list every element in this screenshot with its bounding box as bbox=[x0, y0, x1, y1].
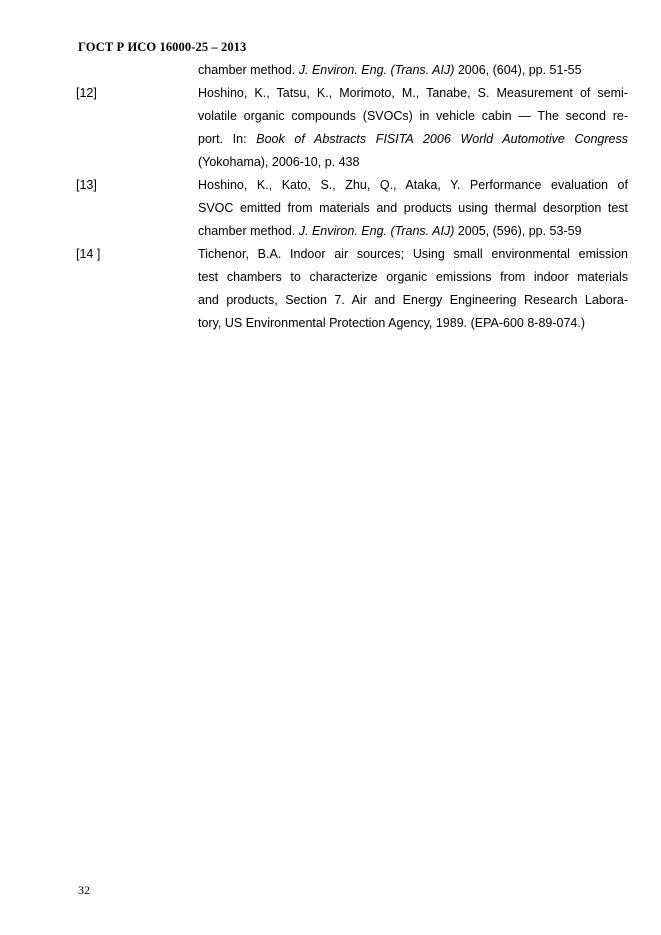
reference-number-14: [14 ] bbox=[76, 247, 101, 261]
reference-13-line bbox=[198, 224, 628, 239]
text-span: 2005, (596), pp. 53-59 bbox=[454, 224, 582, 238]
text-span: port. In: bbox=[198, 132, 257, 146]
text-span: chamber method. bbox=[198, 224, 299, 238]
reference-14-line: Tichenor, B.A. Indoor air sources; Using small environmental emission bbox=[198, 247, 628, 261]
reference-number-13: [13] bbox=[76, 178, 97, 192]
page-number: 32 bbox=[78, 883, 90, 897]
reference-14-line: tory, US Environmental Protection Agency, 1989. (EPA-600 8-89-074.) bbox=[198, 316, 586, 330]
reference-12-line: Hoshino, K., Tatsu, K., Morimoto, M., Tanabe, S. Measurement of semi- bbox=[198, 86, 628, 100]
reference-13-line: SVOC emitted from materials and products using thermal desorption test bbox=[198, 201, 628, 215]
reference-11-continuation bbox=[198, 63, 628, 78]
document-header: ГОСТ Р ИСО 16000-25 – 2013 bbox=[78, 40, 247, 54]
reference-12-line: (Yokohama), 2006-10, p. 438 bbox=[198, 155, 360, 169]
text-span: 2006, (604), pp. 51-55 bbox=[454, 63, 582, 77]
reference-14-line: test chambers to characterize organic emissions from indoor materials bbox=[198, 270, 628, 284]
reference-13-line: Hoshino, K., Kato, S., Zhu, Q., Ataka, Y. Performance evaluation of bbox=[198, 178, 628, 192]
reference-12-line: volatile organic compounds (SVOCs) in vehicle cabin — The second re- bbox=[198, 109, 628, 123]
journal-name: J. Environ. Eng. (Trans. AIJ) bbox=[298, 63, 455, 77]
journal-name: J. Environ. Eng. (Trans. AIJ) bbox=[298, 224, 455, 238]
reference-12-line bbox=[198, 132, 628, 147]
book-title: Book of Abstracts FISITA 2006 World Automotive Congress bbox=[256, 132, 628, 146]
text-span: chamber method. bbox=[198, 63, 299, 77]
reference-14-line: and products, Section 7. Air and Energy Engineering Research Labora- bbox=[198, 293, 628, 307]
reference-number-12: [12] bbox=[76, 86, 97, 100]
